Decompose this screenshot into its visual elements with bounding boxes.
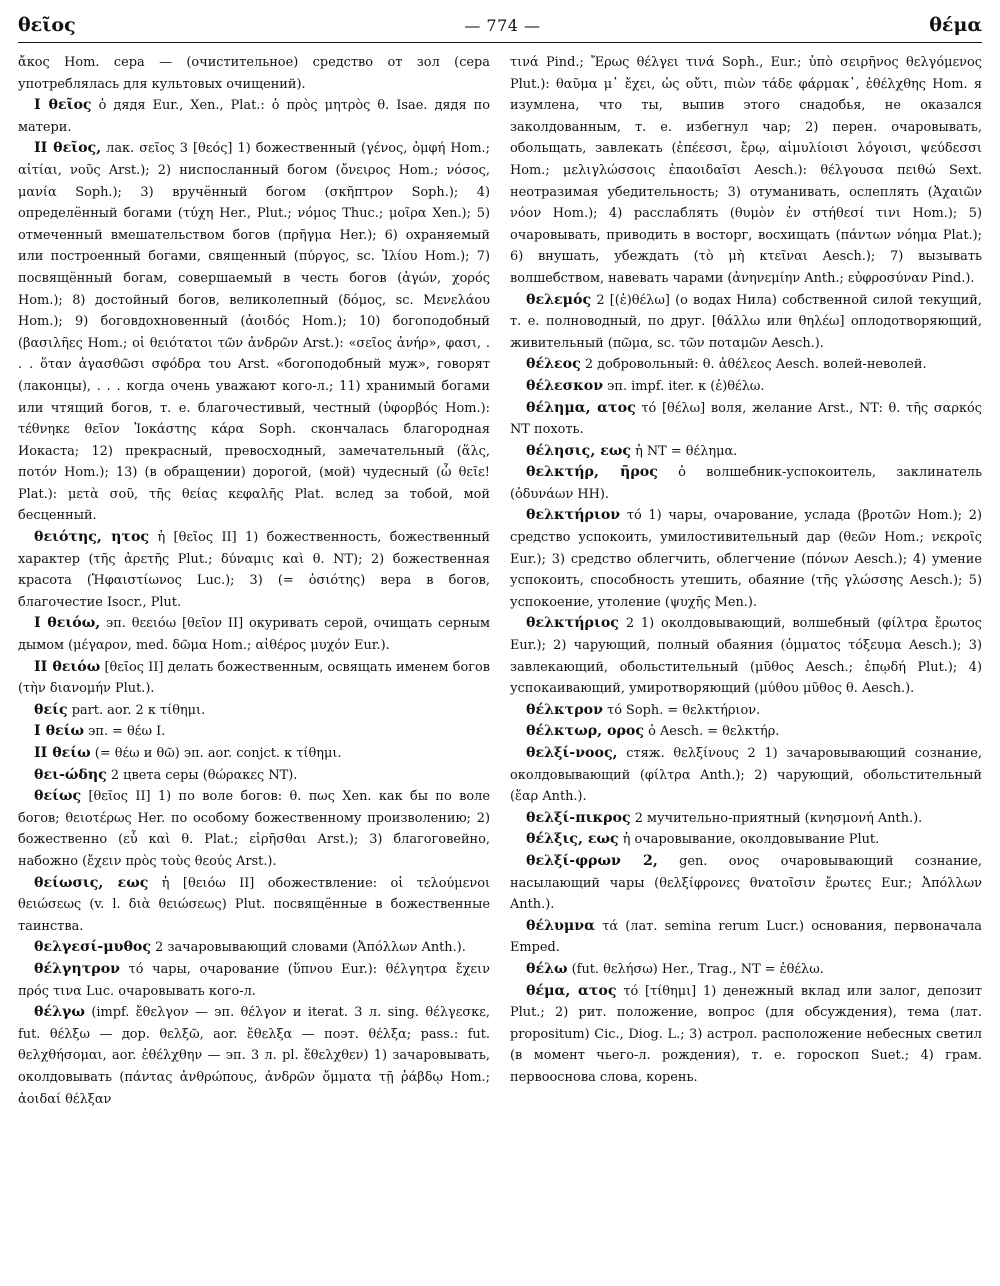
dictionary-entry xyxy=(510,981,982,1089)
entry-headword: I θείω xyxy=(34,723,85,740)
entry-body: (= θέω и θῶ) эп. aor. conjct. к τίθημι. xyxy=(90,746,342,761)
entry-body: gen. ονος очаровывающий сознание, насылающий чары (θελξίφρονες θνατοῖσιν ἔρωτες Eur.; Ἀπόλλων Anth.). xyxy=(510,853,982,913)
entry-headword: θέλεος xyxy=(526,356,581,373)
entry-headword: θέλκτωρ, ορος xyxy=(526,723,645,740)
entry-headword: θέλω xyxy=(526,960,568,977)
dictionary-entry xyxy=(510,354,982,376)
entry-body: 2 добровольный: θ. ἀθέλεος Aesch. волей-неволей. xyxy=(580,357,927,373)
entry-headword: I θειόω, xyxy=(34,615,101,632)
dictionary-entry xyxy=(510,613,982,699)
entry-headword: θέλγω xyxy=(34,1004,85,1021)
dictionary-entry xyxy=(510,376,982,398)
entry-headword: θέλεσκον xyxy=(526,377,604,394)
entry-headword: θελκτήρ, ῆρος xyxy=(526,464,658,481)
entry-headword: θείς xyxy=(34,701,68,718)
entry-body: [θεῖος II] 1) по воле богов: θ. πως Xen. как бы по воле богов; θειοτέρως Her. по особому божественному произволению; 2) божественно (εὖ καὶ θ. Plat.; εἰρῆσθαι Arst.); 3) благоговейно, набожно (ἔχειν πρὸς τοὺς θεούς Arst.). xyxy=(18,789,490,869)
dictionary-entry xyxy=(18,95,490,138)
entry-body: 2 1) околдовывающий, волшебный (φίλτρα ἔρωτος Eur.); 2) чарующий, полный обаяния (ὀμματος τόξευμα Aesch.); 3) завлекающий, обольстительный (μῦθος Aesch.; ἐπῳδή Plut.); 4) успокаивающий, умиротворяющий (μύθου μῦθος θ. Aesch.). xyxy=(510,616,982,697)
entry-body: τό Soph. = θελκτήριον. xyxy=(602,702,761,718)
page-number: — 774 — xyxy=(464,15,541,35)
dictionary-entry xyxy=(510,462,982,505)
entry-body: ἡ очаровывание, околдовывание Plut. xyxy=(618,832,880,848)
header-left-headword: θεῖος xyxy=(18,14,76,36)
entry-headword: II θείω xyxy=(34,745,91,761)
dictionary-entry xyxy=(510,398,982,441)
entry-body: 2 мучительно-приятный (κνησμονή Anth.). xyxy=(630,810,923,826)
dictionary-entry xyxy=(510,441,982,463)
entry-headword: II θεῖος, xyxy=(34,140,102,157)
entry-headword: θέλγητρον xyxy=(34,960,121,977)
entry-body: [θεῖος II] делать божественным, освящать именем богов (τὴν διανομήν Plut.). xyxy=(18,659,490,697)
entry-body: (impf. ἔθελγον — эп. θέλγον и iterat. 3 л. sing. θέλγεσκε, fut. θέλξω — дор. θελξῶ, aor. ἔθελξα — поэт. θέλξα; pass.: fut. θελχθήσομαι, aor. ἐθέλχθην — эп. 3 л. pl. ἔθελχθεν) 1) зачаровывать, околдовывать (πάντας ἀνθρώπους, ἀνδρῶν ὄμματα τῇ ῥάβδῳ Hom.; ἀοιδαί θέλξαν xyxy=(18,1005,490,1107)
entry-body: 2 цвета серы (θώρακες NT). xyxy=(106,767,298,783)
entry-body: τό чары, очарование (ὕπνου Eur.): θέλγητρα ἔχειν πρός τινα Luc. очаровывать кого-л. xyxy=(18,961,490,999)
dictionary-entry xyxy=(510,743,982,808)
dictionary-entry xyxy=(18,743,490,765)
dictionary-entry xyxy=(510,505,982,613)
entry-body: part. aor. 2 к τίθημι. xyxy=(67,702,206,718)
entry-body: ὁ дядя Eur., Xen., Plat.: ὁ πρὸς μητρὸς θ. Isae. дядя по матери. xyxy=(18,98,490,135)
dictionary-entry xyxy=(18,786,490,872)
entry-body: 2 зачаровывающий словами (Ἀπόλλων Anth.). xyxy=(151,940,466,956)
entry-headword: θέλημα, ατος xyxy=(526,399,636,416)
right-column xyxy=(510,52,982,1278)
entry-body: ἡ [θειόω II] обожествление: οἱ τελούμενοι θειώσεως (v. l. διὰ θειώσεως) Plut. посвящённые в божественные таинства. xyxy=(18,875,490,934)
entry-headword: θελξί-νοος, xyxy=(526,745,618,761)
entry-headword: II θειόω xyxy=(34,658,101,675)
entry-headword: I θεῖος xyxy=(34,97,92,114)
dictionary-entry xyxy=(510,959,982,981)
entry-body: ὁ Aesch. = θελκτήρ. xyxy=(644,724,780,740)
dictionary-entry xyxy=(18,937,490,959)
dictionary-entry xyxy=(510,721,982,743)
dictionary-entry xyxy=(510,916,982,959)
dictionary-entry xyxy=(510,851,982,916)
dictionary-entry xyxy=(510,829,982,851)
dictionary-entry xyxy=(18,1002,490,1110)
left-column xyxy=(18,52,490,1278)
entry-headword: θέλξις, εως xyxy=(526,831,619,848)
entry-body: ἡ NT = θέλημα. xyxy=(630,443,738,459)
dictionary-entry xyxy=(510,290,982,355)
dictionary-entry xyxy=(510,52,982,290)
entry-body: эп. impf. iter. к (ἐ)θέλω. xyxy=(603,378,765,394)
entry-headword: θειότης, ητος xyxy=(34,529,150,546)
entry-body: 2 [(ἐ)θέλω] (о водах Нила) собственной силой текущий, т. е. полноводный, по друг. [θάλλω или θηλέω] оплодотворяющий, живительный (πῶμα, sc. τῶν ποταμῶν Aesch.). xyxy=(510,292,982,351)
entry-headword: θελκτήριον xyxy=(526,507,621,524)
entry-body: ἡ [θεῖος II] 1) божественность, божественный характер (τῆς ἀρετῆς Plut.; δύναμις καὶ θ. NT); 2) божественная красота (Ἡφαιστίωνος Luc.); 3) (= ὁσιότης) вера в богов, благочестие Isocr., Plut. xyxy=(18,530,490,610)
entry-body: (fut. θελήσω) Her., Trag., NT = ἐθέλω. xyxy=(567,961,824,977)
dictionary-entry xyxy=(18,721,490,743)
dictionary-entry xyxy=(18,959,490,1002)
entry-body: эп. = θέω I. xyxy=(84,724,166,740)
entry-headword: θέλησις, εως xyxy=(526,442,631,459)
header-right-headword: θέμα xyxy=(929,14,982,36)
entry-body: τά (лат. semina rerum Lucr.) основания, первоначала Emped. xyxy=(510,918,982,956)
entry-body: ἄκος Hom. сера — (очистительное) средство от зол (сера употреблялась для культовых очищений). xyxy=(18,55,490,92)
entry-headword: θελξί-φρων 2, xyxy=(526,852,658,869)
entry-headword: θελγεσί-μυθος xyxy=(34,939,152,956)
entry-body: эп. θεειόω [θεῖον II] окуривать серой, очищать серным дымом (μέγαρον, med. δῶμα Hom.; αἰθέρος μυχόν Eur.). xyxy=(18,616,490,654)
entry-headword: θελεμός xyxy=(526,291,592,308)
entry-body: τό [θέλω] воля, желание Arst., NT: θ. τῆς σαρκός NT похоть. xyxy=(510,400,982,438)
entry-headword: θέμα, ατος xyxy=(526,982,617,999)
entry-headword: θείωσις, εως xyxy=(34,874,149,891)
entry-body: стяж. θελξίνους 2 1) зачаровывающий сознание, околдовывающий (φίλτρα Anth.); 2) чарующий, обольстительный (ἔαρ Anth.). xyxy=(510,746,982,805)
entry-body: ὁ волшебник-успокоитель, заклинатель (ὀδυνάων HH). xyxy=(510,465,982,502)
dictionary-entry xyxy=(18,700,490,722)
entry-headword: θελξί-πικρος xyxy=(526,809,631,826)
entry-body: лак. σεῖος 3 [θεός] 1) божественный (γένος, ὀμφή Hom.; αἰτίαι, νοῦς Arst.); 2) ниспосланный богом (ὄνειρος Hom.; νόσος, μανία Soph.); 3) вручённый богом (σκῆπτρον Soph.); 4) определённый богами (τύχη Her., Plut.; νόμος Thuc.; μοῖρα Xen.); 5) отмеченный вмешательством богов (πρῆγμα Her.); 6) охраняемый или построенный богами, священный (πύργος, sc. Ἰλίου Hom.); 7) посвящённый богам, совершаемый в честь богов (ἀγών, χορός Hom.); 8) достойный богов, великолепный (δόμος, sc. Μενελάου Hom.); 9) боговдохновенный (ἀοιδός Hom.); 10) богоподобный (βασιλῆες Hom.; οἱ θειότατοι τῶν ἀνδρῶν Arst.): «σεῖος ἀνήρ», φασι, . . . ὅταν ἀγασθῶσι σφόδρα του Arst. «богоподобный муж», говорят (лаконцы), . . . когда очень уважают кого-л.; 11) хранимый богами или чтящий богов, т. е. благочестивый, честный (ὑφορβός Hom.): τέθνηκε θεῖον Ἰοκάστης κάρα Soph. скончалась благородная Иокаста; 12) прекрасный, превосходный, замечательный (ἅλς, ποτόν Hom.); 13) (в обращении) дорогой, (мой) чудесный (ὦ θεῖε! Plat.): μετὰ σοῦ, τῆς θείας κεφαλῆς Plat. вслед за тобой, мой бесценный. xyxy=(18,141,490,524)
dictionary-entry xyxy=(510,700,982,722)
entry-headword: θείως xyxy=(34,788,82,805)
dictionary-entry xyxy=(510,808,982,830)
dictionary-entry xyxy=(18,138,490,527)
dictionary-entry xyxy=(18,52,490,95)
entry-body: τό [τίθημι] 1) денежный вклад или залог, депозит Plut.; 2) рит. положение, вопрос (для обсуждения), тема (лат. propositum) Cic., Diog. L.; 3) астрол. расположение небесных светил (в момент чьего-л. рождения), т. е. гороскоп Suet.; 4) грам. первооснова слова, корень. xyxy=(510,983,982,1085)
entry-headword: θέλυμνα xyxy=(526,917,596,934)
entry-headword: θέλκτρον xyxy=(526,701,603,718)
entry-headword: θελκτήριος xyxy=(526,615,619,632)
dictionary-entry xyxy=(18,613,490,656)
page-header xyxy=(18,8,982,43)
entry-body: τινά Pind.; Ἔρως θέλγει τινά Soph., Eur.; ὑπὸ σειρῆνος θελγόμενος Plut.): θαῦμα μ᾽ ἔχει, ὡς οὔτι, πιὼν τάδε φάρμακ᾽, ἐθέλχθης Hom. я изумлена, что ты, выпив этого снадобья, не оказался заколдованным, т. е. избегнул чар; 2) перен. очаровывать, обольщать, завлекать (ἐπέεσσι, ἔρῳ, αἱμυλίοισι λόγοισι, ψεύδεσσι Hom.; μελιγλώσσοις ἐπαοιδαῖσι Aesch.): θέλγουσα πειθώ Sext. неотразимая убедительность; 3) отуманивать, ослеплять (Ἀχαιῶν νόον Hom.); 4) расслаблять (θυμὸν ἐν στήθεσί τινι Hom.); 5) очаровывать, приводить в восторг, восхищать (πάντων νόημα Plat.); 6) внушать, убеждать (τὸ μὴ κτεῖναι Aesch.); 7) вызывать волшебством, навевать чарами (ἀνηνεμίην Anth.; εὐφροσύναν Pind.). xyxy=(510,55,982,286)
entry-body: τό 1) чары, очарование, услада (βροτῶν Hom.); 2) средство успокоить, умилостивительный дар (θεῶν Hom.; νεκροῖς Eur.); 3) средство облегчить, облегчение (πόνων Aesch.); 4) умение успокоить, способность утешить, обаяние (τῆς γλώσσης Aesch.); 5) успокоение, утоление (ψυχῆς Men.). xyxy=(510,508,982,610)
dictionary-entry xyxy=(18,657,490,700)
entry-headword: θει-ώδης xyxy=(34,766,107,783)
dictionary-entry xyxy=(18,873,490,938)
dictionary-entry xyxy=(18,765,490,787)
dictionary-entry xyxy=(18,527,490,613)
